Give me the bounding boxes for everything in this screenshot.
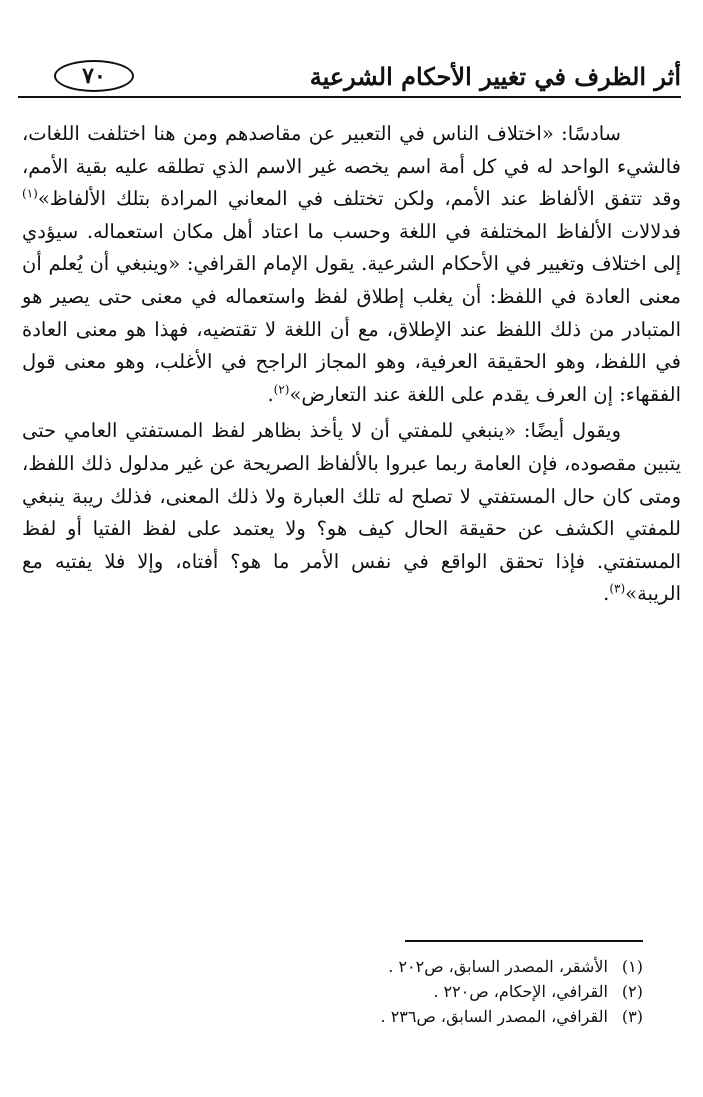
footnotes <box>22 954 643 1029</box>
footnote-text: القرافي، المصدر السابق، ص٢٣٦ . <box>380 1007 608 1026</box>
paragraph-1 <box>22 118 681 411</box>
footnote-text: القرافي، الإحكام، ص٢٢٠ . <box>433 982 608 1001</box>
running-title: أثر الظرف في تغيير الأحكام الشرعية <box>309 62 681 91</box>
page-header <box>18 56 681 100</box>
header-divider <box>18 96 681 98</box>
footnote-ref-2: (٢) <box>273 382 290 397</box>
footnote-number: (٢) <box>621 982 643 1001</box>
footnote-2 <box>22 979 643 1004</box>
paragraph-1-continuation: فدلالات الألفاظ المختلفة في اللغة وحسب ما اعتاد أهل مكان استعماله. سيؤدي إلى اختلاف وتغيير في الأحكام الشرعية. يقول الإمام القرافي: «وينبغي أن يُعلم أن معنى العادة في اللفظ: أن يغلب إطلاق لفظ واستعماله في معنى حتى يصير هو المتبادر من ذلك اللفظ عند الإطلاق، مع أن اللغة لا تقتضيه، فهذا هو معنى العادة في اللفظ، وهو الحقيقة العرفية، وهو المجاز الراجح في الأغلب، وهو معنى قول الفقهاء: إن العرف يقدم على اللغة عند التعارض» <box>22 219 681 406</box>
paragraph-2-text: ويقول أيضًا: «ينبغي للمفتي أن لا يأخذ بظاهر لفظ المستفتي العامي حتى يتبين مقصوده، فإن العامة ربما عبروا بالألفاظ الصريحة عن غير مدلول ذلك اللفظ، ومتى كان حال المستفتي لا تصلح له تلك العبارة ولا ذلك المعنى، فذلك ريبة ينبغي للمفتي الكشف عن حقيقة الحال كيف هو؟ ولا يعتمد على لفظ الفتيا أو لفظ المستفتي. فإذا تحقق الواقع في نفس الأمر ما هو؟ أفتاه، وإلا فلا يفتيه مع الريبة» <box>22 419 681 606</box>
footnote-ref-3: (٣) <box>609 581 626 596</box>
footnote-text: الأشقر، المصدر السابق، ص٢٠٢ . <box>388 957 608 976</box>
paragraph-1-text: سادسًا: «اختلاف الناس في التعبير عن مقاصدهم ومن هنا اختلفت اللغات، فالشيء الواحد له في كل أمة اسم يخصه غير الاسم الذي تطلقه عليه بقية الأمم، وقد تتفق الألفاظ عند الأمم، ولكن تختلف في المعاني المرادة بتلك الألفاظ» <box>22 122 681 211</box>
paragraph-2 <box>22 415 681 611</box>
paragraph-1-end: . <box>267 382 274 406</box>
main-text <box>22 118 681 611</box>
footnote-divider <box>405 940 643 942</box>
footnote-number: (١) <box>621 957 643 976</box>
footnote-1 <box>22 954 643 979</box>
footnote-ref-1: (١) <box>22 186 38 201</box>
footnote-number: (٣) <box>621 1007 643 1026</box>
paragraph-2-end: . <box>603 582 610 606</box>
footnote-3 <box>22 1004 643 1029</box>
page-number: ٧٠ <box>54 60 134 92</box>
